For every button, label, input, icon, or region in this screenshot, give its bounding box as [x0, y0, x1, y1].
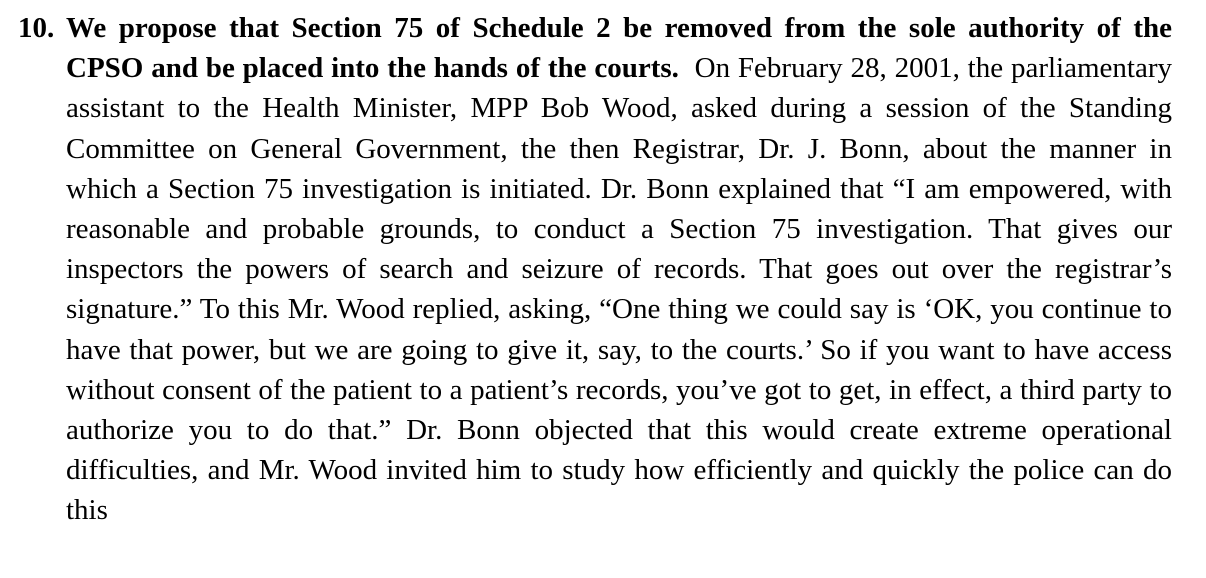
paragraph-body: [66, 8, 1172, 531]
document-page: [0, 8, 1206, 531]
paragraph-heading: We propose that Section 75 of Schedule 2 be removed from the sole authority of the CPSO and be placed into the hands of the courts.: [66, 12, 1172, 85]
paragraph-number: 10.: [18, 12, 55, 44]
paragraph-text: On February 28, 2001, the parliamentary assistant to the Health Minister, MPP Bob Wood, asked during a session of the Standing Committee on General Government, the then Registrar, Dr. J. Bonn, about the manner in which a Section 75 investigation is initiated. Dr. Bonn explained that “I am empowered, with reasonable and probable grounds, to conduct a Section 75 investigation. That gives our inspectors the powers of search and seizure of records. That goes out over the registrar’s signature.” To this Mr. Wood replied, asking, “One thing we could say is ‘OK, you continue to have that power, but we are going to give it, say, to the courts.’ So if you want to have access without consent of the patient to a patient’s records, you’ve got to get, in effect, a third party to authorize you to do that.” Dr. Bonn objected that this would create extreme operational difficulties, and Mr. Wood invited him to study how efficiently and quickly the police can do this: [66, 52, 1172, 527]
numbered-paragraph: [0, 8, 1206, 531]
